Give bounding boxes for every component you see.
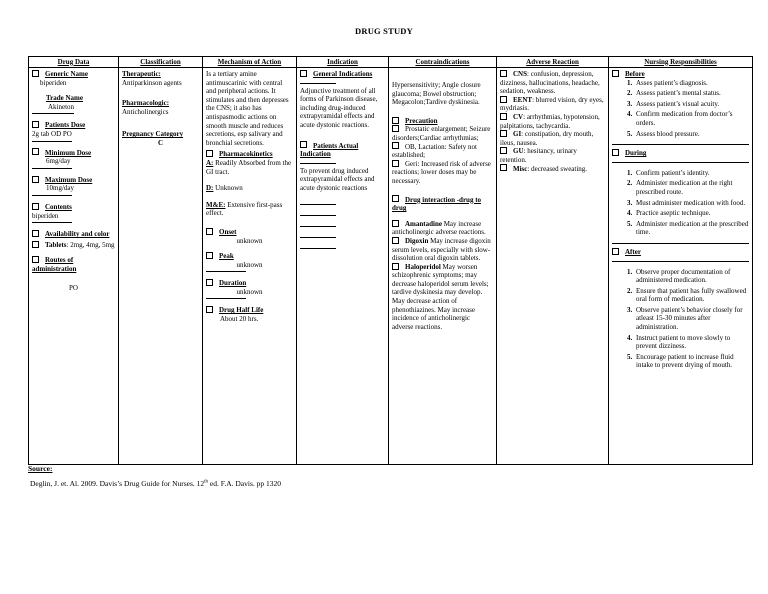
adverse-5-text: : hesitancy, urinary retention. — [500, 147, 577, 164]
checkbox-icon — [392, 263, 399, 270]
checkbox-icon — [612, 70, 619, 77]
reference-pre: Deglin, J. et. Al. 2009. Davis’s Drug Guide for Nurses. 12 — [30, 479, 205, 488]
contents-label: Contents — [45, 202, 72, 211]
pregnancy-category-value: C — [157, 138, 164, 147]
maximum-dose-value: 10mg/day — [46, 184, 74, 193]
checkbox-icon — [500, 70, 507, 77]
before-label: Before — [625, 70, 645, 78]
half-life-value: About 20 hrs. — [220, 315, 259, 324]
list-item: 2. Administer medication at the right prescribed route. — [634, 179, 749, 196]
minimum-dose-value: 6mg/day — [46, 157, 71, 166]
checkbox-icon — [300, 70, 307, 77]
checkbox-icon — [392, 125, 399, 132]
trade-name-value: Akineton — [48, 102, 75, 111]
list-item: 5. Administer medication at the prescribed time. — [634, 220, 749, 237]
adverse-5-name: GU — [513, 147, 524, 156]
list-item: 2. Ensure that patient has fully swallowed oral form of medication. — [634, 287, 749, 304]
pharmacokinetics-label: Pharmacokinetics — [219, 150, 273, 159]
checkbox-icon — [32, 230, 39, 237]
checkbox-icon — [32, 148, 39, 155]
pharmacologic-value: Anticholinergics — [122, 107, 169, 116]
checkbox-icon — [612, 248, 619, 255]
peak-value: unknown — [236, 260, 263, 269]
checkbox-icon — [206, 228, 213, 235]
checkbox-icon — [500, 113, 507, 120]
routes-label: Routes of administration — [32, 256, 77, 273]
actual-indication-text: To prevent drug induced extrapyramidal effects and acute dystonic reactions — [300, 166, 375, 192]
contraindications-text: Hypersensitivity; Angle closure glaucoma; Bowel obstruction; Megacolon;Tardive dyskinesia. — [392, 81, 481, 107]
precaution-3: Geri: Increased risk of adverse reactions; lower doses may be necessary. — [392, 159, 491, 185]
absorption-label: A: — [206, 158, 214, 167]
routes-value: PO — [69, 283, 78, 292]
table-row — [29, 68, 753, 465]
patients-dose-value: 2g tab OD PO — [32, 129, 72, 138]
reference-sup: th — [204, 479, 209, 485]
metabolism-label: M&E: — [206, 200, 226, 209]
checkbox-icon — [392, 142, 399, 149]
during-list — [612, 169, 749, 237]
duration-value: unknown — [236, 287, 263, 296]
checkbox-icon — [392, 160, 399, 167]
list-item: 4. Confirm medication from doctor’s orders. — [634, 110, 749, 127]
interaction-1-text: May increase anticholinergic adverse reactions. — [392, 219, 486, 237]
pharmacologic-label: Pharmacologic: — [122, 99, 170, 108]
drug-interaction-label: Drug interaction -drug to drug — [392, 195, 482, 213]
header-nursing: Nursing Responsibilities — [609, 57, 753, 68]
nursing-cell — [609, 68, 753, 465]
distribution-label: D: — [206, 184, 214, 193]
checkbox-icon — [500, 130, 507, 137]
patients-dose-label: Patients Dose — [45, 121, 86, 130]
list-item: 2. Assess patient’s mental status. — [634, 89, 749, 98]
during-label: During — [625, 149, 647, 158]
tablets-label: Tablets — [45, 240, 67, 249]
absorption-value: Readily Absorbed from the GI tract. — [206, 158, 292, 176]
adverse-3-name: CV — [513, 112, 524, 121]
list-item: 1. Asses patient’s diagnosis. — [634, 79, 749, 88]
onset-label: Onset — [219, 227, 237, 236]
header-classification: Classification — [119, 57, 203, 68]
checkbox-icon — [612, 149, 619, 156]
adverse-6-name: Misc — [513, 164, 528, 173]
interaction-2-text: May increase digoxin serum levels, especially with slow-dissolution oral digoxin tablets. — [392, 236, 491, 263]
adverse-2-text: : blurred vision, dry eyes, mydriasis. — [500, 95, 604, 113]
duration-label: Duration — [219, 279, 247, 288]
reference-text — [30, 479, 281, 488]
source-label: Source: — [28, 464, 53, 473]
table-header-row — [29, 57, 753, 68]
precaution-1: Prostatic enlargement; Seizure disorders;Cardiac arrhythmias; — [392, 125, 491, 142]
checkbox-icon — [392, 117, 399, 124]
adverse-3-text: : arrhythmias, hypotension, palpitations, tachycardia. — [500, 112, 600, 130]
generic-name-value: biperiden — [40, 78, 67, 87]
list-item: 1. Confirm patient’s identity. — [634, 169, 749, 178]
peak-label: Peak — [219, 252, 234, 261]
precaution-label: Precaution — [405, 116, 438, 125]
before-list — [612, 79, 749, 139]
metabolism-value: Extensive first-pass effect. — [206, 200, 283, 218]
checkbox-icon — [32, 176, 39, 183]
list-item: 5. Assess blood pressure. — [634, 130, 749, 139]
interaction-3-name: Haloperidol — [405, 262, 441, 271]
therapeutic-value: Antiparkinson agents — [122, 78, 182, 87]
header-indication: Indication — [297, 57, 389, 68]
checkbox-icon — [392, 220, 399, 227]
list-item: 3. Observe patient’s behavior closely for atleast 15-30 minutes after administration. — [634, 306, 749, 332]
adverse-4-text: : constipation, dry mouth, ileus, nausea. — [500, 130, 594, 147]
contents-value: biperiden — [32, 211, 59, 220]
checkbox-icon — [32, 241, 39, 248]
checkbox-icon — [32, 121, 39, 128]
mechanism-text: Is a tertiary amine antimuscarinic with central and peripheral actions. It stimulates and then depresses the CNS; it also has antispasmodic actions on smooth muscle and reduces secretions, esp salivary and bronchial secretions. — [206, 70, 289, 147]
checkbox-icon — [300, 141, 307, 148]
indication-cell — [297, 68, 389, 465]
adverse-4-name: GI — [513, 130, 522, 139]
onset-value: unknown — [236, 236, 263, 245]
adverse-1-text: : confusion, depression, dizziness, hallucinations, headache, sedation, weakness. — [500, 70, 600, 96]
trade-name-label: Trade Name — [46, 94, 83, 103]
availability-label: Availability and color — [45, 230, 110, 239]
list-item: 5. Encourage patient to increase fluid intake to prevent drying of mouth. — [634, 353, 749, 370]
checkbox-icon — [392, 237, 399, 244]
pregnancy-category-label: Pregnancy Category — [122, 130, 184, 139]
checkbox-icon — [206, 306, 213, 313]
checkbox-icon — [32, 256, 39, 263]
header-drug-data: Drug Data — [29, 57, 119, 68]
drug-study-table — [28, 56, 753, 465]
adverse-6-text: : decreased sweating. — [527, 164, 588, 173]
checkbox-icon — [32, 203, 39, 210]
header-adverse-reaction: Adverse Reaction — [497, 57, 609, 68]
header-mechanism: Mechanism of Action — [203, 57, 297, 68]
list-item: 1. Observe proper documentation of administered medication. — [634, 268, 749, 285]
half-life-label: Drug Half Life — [219, 306, 264, 315]
adverse-reaction-cell — [497, 68, 609, 465]
tablets-value: : 2mg, 4mg, 5mg — [66, 240, 115, 249]
interaction-1-name: Amantadine — [405, 219, 442, 228]
after-label: After — [625, 247, 641, 256]
after-list — [612, 268, 749, 371]
page-title: DRUG STUDY — [355, 26, 413, 36]
interaction-3-text: May worsen schizophrenic symptoms; may decrease haloperidol serum levels; tardive dyskinesia may develop. May decrease action of phenothiazines. May increase incidence of anticholinergic adverse reactions. — [392, 262, 489, 331]
checkbox-icon — [500, 96, 507, 103]
adverse-2-name: EENT — [513, 95, 533, 104]
list-item: 4. Instruct patient to move slowly to prevent dizziness. — [634, 334, 749, 351]
checkbox-icon — [206, 279, 213, 286]
general-indications-label: General Indications — [313, 70, 373, 78]
minimum-dose-label: Minimum Dose — [45, 148, 92, 157]
general-indications-text: Adjunctive treatment of all forms of Parkinson disease, including drug-induced extrapyramidal effects and acute dystonic reactions. — [300, 86, 378, 129]
header-contraindications: Contraindications — [389, 57, 497, 68]
mechanism-cell — [203, 68, 297, 465]
checkbox-icon — [500, 164, 507, 171]
checkbox-icon — [206, 252, 213, 259]
checkbox-icon — [206, 150, 213, 157]
actual-indication-label: Patients Actual Indication — [300, 141, 359, 159]
list-item: 3. Must administer medication with food. — [634, 199, 749, 208]
checkbox-icon — [32, 70, 39, 77]
classification-cell — [119, 68, 203, 465]
drug-data-cell — [29, 68, 119, 465]
list-item: 4. Practice aseptic technique. — [634, 209, 749, 218]
adverse-1-name: CNS — [513, 70, 528, 78]
checkbox-icon — [392, 195, 399, 202]
interaction-2-name: Digoxin — [405, 236, 429, 245]
reference-post: ed. F.A. Davis. pp 1320 — [208, 479, 281, 488]
generic-name-label: Generic Name — [45, 70, 88, 78]
therapeutic-label: Therapeutic: — [122, 70, 161, 78]
distribution-value: Unknown — [215, 184, 243, 193]
maximum-dose-label: Maximum Dose — [45, 175, 93, 184]
checkbox-icon — [500, 147, 507, 154]
precaution-2: OB, Lactation: Safety not established; — [392, 142, 477, 160]
list-item: 3. Assess patient’s visual acuity. — [634, 100, 749, 109]
contraindications-cell — [389, 68, 497, 465]
